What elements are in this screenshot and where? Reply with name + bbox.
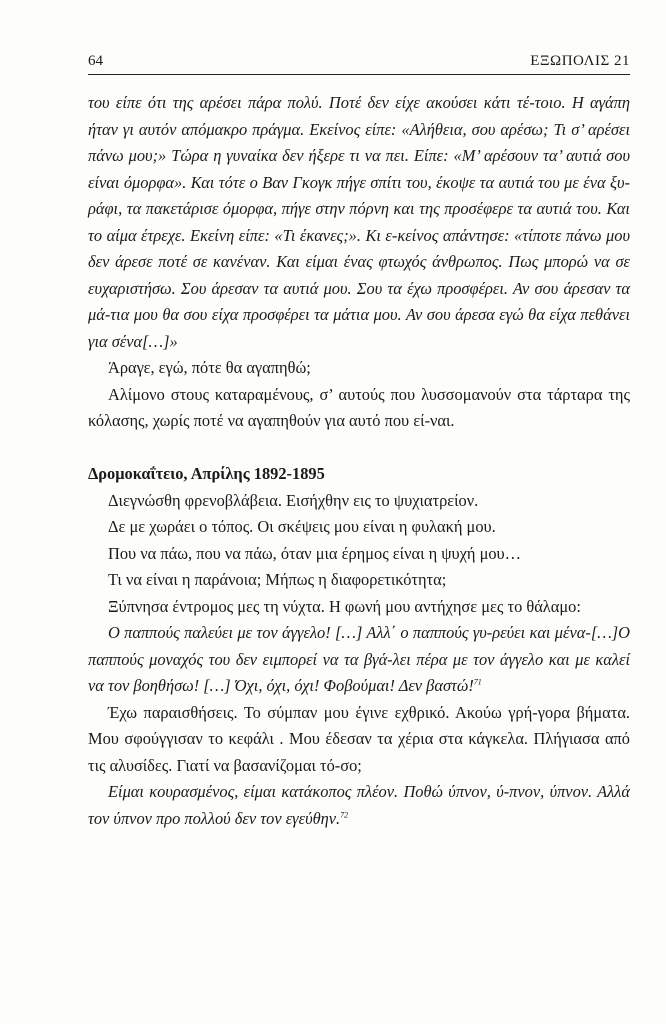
- footnote-ref-71[interactable]: 71: [473, 677, 482, 687]
- paragraph-paranoia: Τι να είναι η παράνοια; Μήπως η διαφορετικότητα;: [108, 570, 447, 589]
- paragraph-woke-up: Ξύπνησα έντρομος μες τη νύχτα. Η φωνή μου αντήχησε μες το θάλαμο:: [108, 596, 581, 616]
- running-title: ΕΞΩΠΟΛΙΣ 21: [530, 53, 630, 69]
- paragraph-thoughts-prison: Δε με χωράει ο τόπος. Οι σκέψεις μου είναι η φυλακή μου.: [108, 517, 496, 536]
- quote-text: Ο παππούς παλεύει με τον άγγελο! […] Αλλ΄ ο παππούς γυ-ρεύει και μένα-[…]Ο παππούς μοναχός του δεν ειμπορεί να τα βγά-λει πέρα με τον άγγελο και με καλεί να τον βοηθήσω! […] Όχι, όχι, όχι! Φοβούμαι! Δεν βαστώ!: [88, 623, 630, 695]
- paragraph-grandfather-angel: [88, 620, 630, 700]
- paragraph-hallucinations: Έχω παραισθήσεις. Το σύμπαν μου έγινε εχθρικό. Ακούω γρή-γορα βήματα. Μου σφούγγισαν το κεφάλι . Μου έδεσαν τα χέρια στα κάγκελα. Πλήγιασα από τις αλυσίδες. Γιατί να βασανίζομαι τό-σο;: [88, 702, 630, 775]
- page-number: 64: [88, 53, 103, 69]
- footnote-ref-72[interactable]: 72: [340, 810, 349, 820]
- paragraph-diagnosis: Διεγνώσθη φρενοβλάβεια. Εισήχθην εις το ψυχιατρείον.: [108, 490, 479, 510]
- section-heading: Δρομοκαΐτειο, Απρίλης 1892-1895: [88, 464, 325, 483]
- paragraph-question: Άραγε, εγώ, πότε θα αγαπηθώ;: [108, 358, 311, 377]
- running-header: [88, 52, 630, 75]
- page-body: [88, 90, 630, 832]
- paragraph-tired: [88, 779, 630, 832]
- paragraph-vangogh-story: του είπε ότι της αρέσει πάρα πολύ. Ποτέ δεν είχε ακούσει κάτι τέ-τοιο. Η αγάπη ήταν γι αυτόν απόμακρο πράγμα. Εκείνος είπε: «Αλήθεια, σου αρέσω; Τι σ’ αρέσει πάνω μου;» Τώρα η γυναίκα δεν ήξερε τι να πει. Είπε: «Μ’ αρέσουν τα’ αυτιά σου είναι όμορφα». Και τότε ο Βαν Γκογκ πήγε σπίτι του, έκοψε τα αυτιά του με ένα ξυ-ράφι, τα πακετάρισε όμορφα, πήγε στην πόρνη και της προσέφερε τα αυτιά του. Και το αίμα έτρεχε. Εκείνη είπε: «Τι έκανες;». Κι ε-κείνος απάντησε: «τίποτε πάνω μου δεν άρεσε ποτέ σε κανέναν. Και είμαι ένας φτωχός άνθρωπος. Πως μπορώ να σε ευχαριστήσω. Σου άρεσαν τα αυτιά μου. Σου τα έχω προσφέρει. Αν σου άρεσαν τα μά-τια μου θα σου είχα προσφέρει τα μάτια μου. Αν σου άρεσα εγώ θα είχα πεθάνει για σένα[…]»: [88, 93, 630, 351]
- paragraph-where-to-go: Που να πάω, που να πάω, όταν μια έρημος είναι η ψυχή μου…: [108, 543, 522, 563]
- paragraph-damned: Αλίμονο στους καταραμένους, σ’ αυτούς που λυσσομανούν στα τάρταρα της κόλασης, χωρίς ποτέ να αγαπηθούν για αυτό που εί-ναι.: [88, 384, 630, 430]
- tired-text: Είμαι κουρασμένος, είμαι κατάκοπος πλέον. Ποθώ ύπνον, ύ-πνον, ύπνον. Αλλά τον ύπνον προ πολλού δεν τον εγεύθην.: [88, 782, 630, 828]
